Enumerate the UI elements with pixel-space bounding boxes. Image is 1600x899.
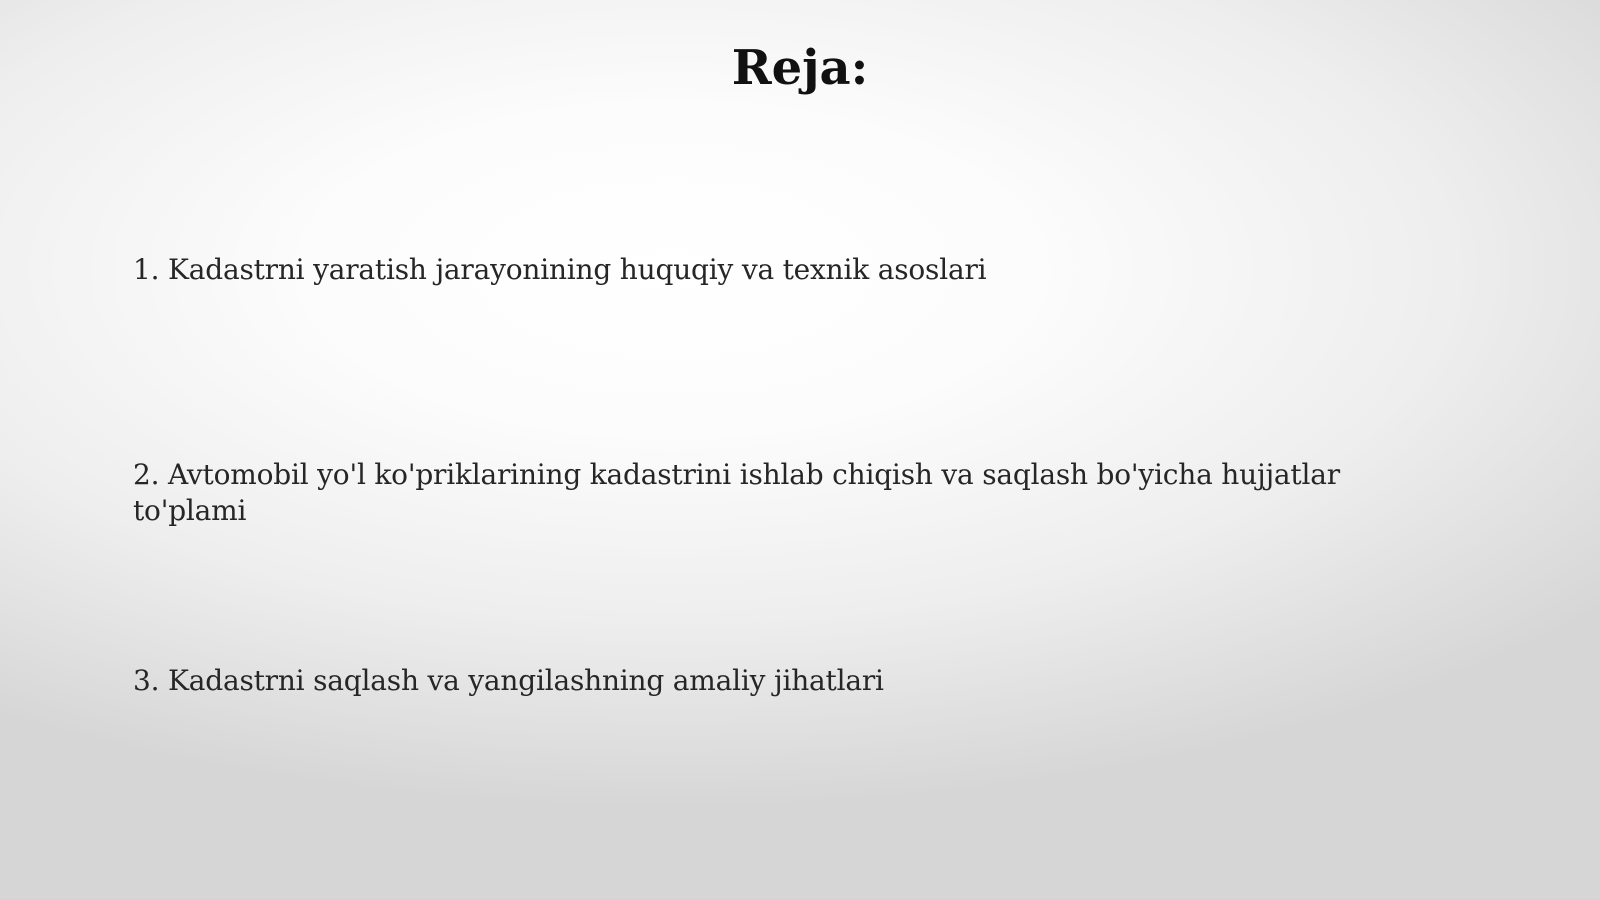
plan-item-2: 2. Avtomobil yo'l ko'priklarining kadastrini ishlab chiqish va saqlash bo'yicha hujjatlar to'plami xyxy=(133,458,1340,527)
plan-item-3: 3. Kadastrni saqlash va yangilashning amaliy jihatlari xyxy=(133,664,884,697)
slide-title: Reja: xyxy=(731,40,869,96)
plan-item-1: 1. Kadastrni yaratish jarayonining huquqiy va texnik asoslari xyxy=(133,253,987,286)
